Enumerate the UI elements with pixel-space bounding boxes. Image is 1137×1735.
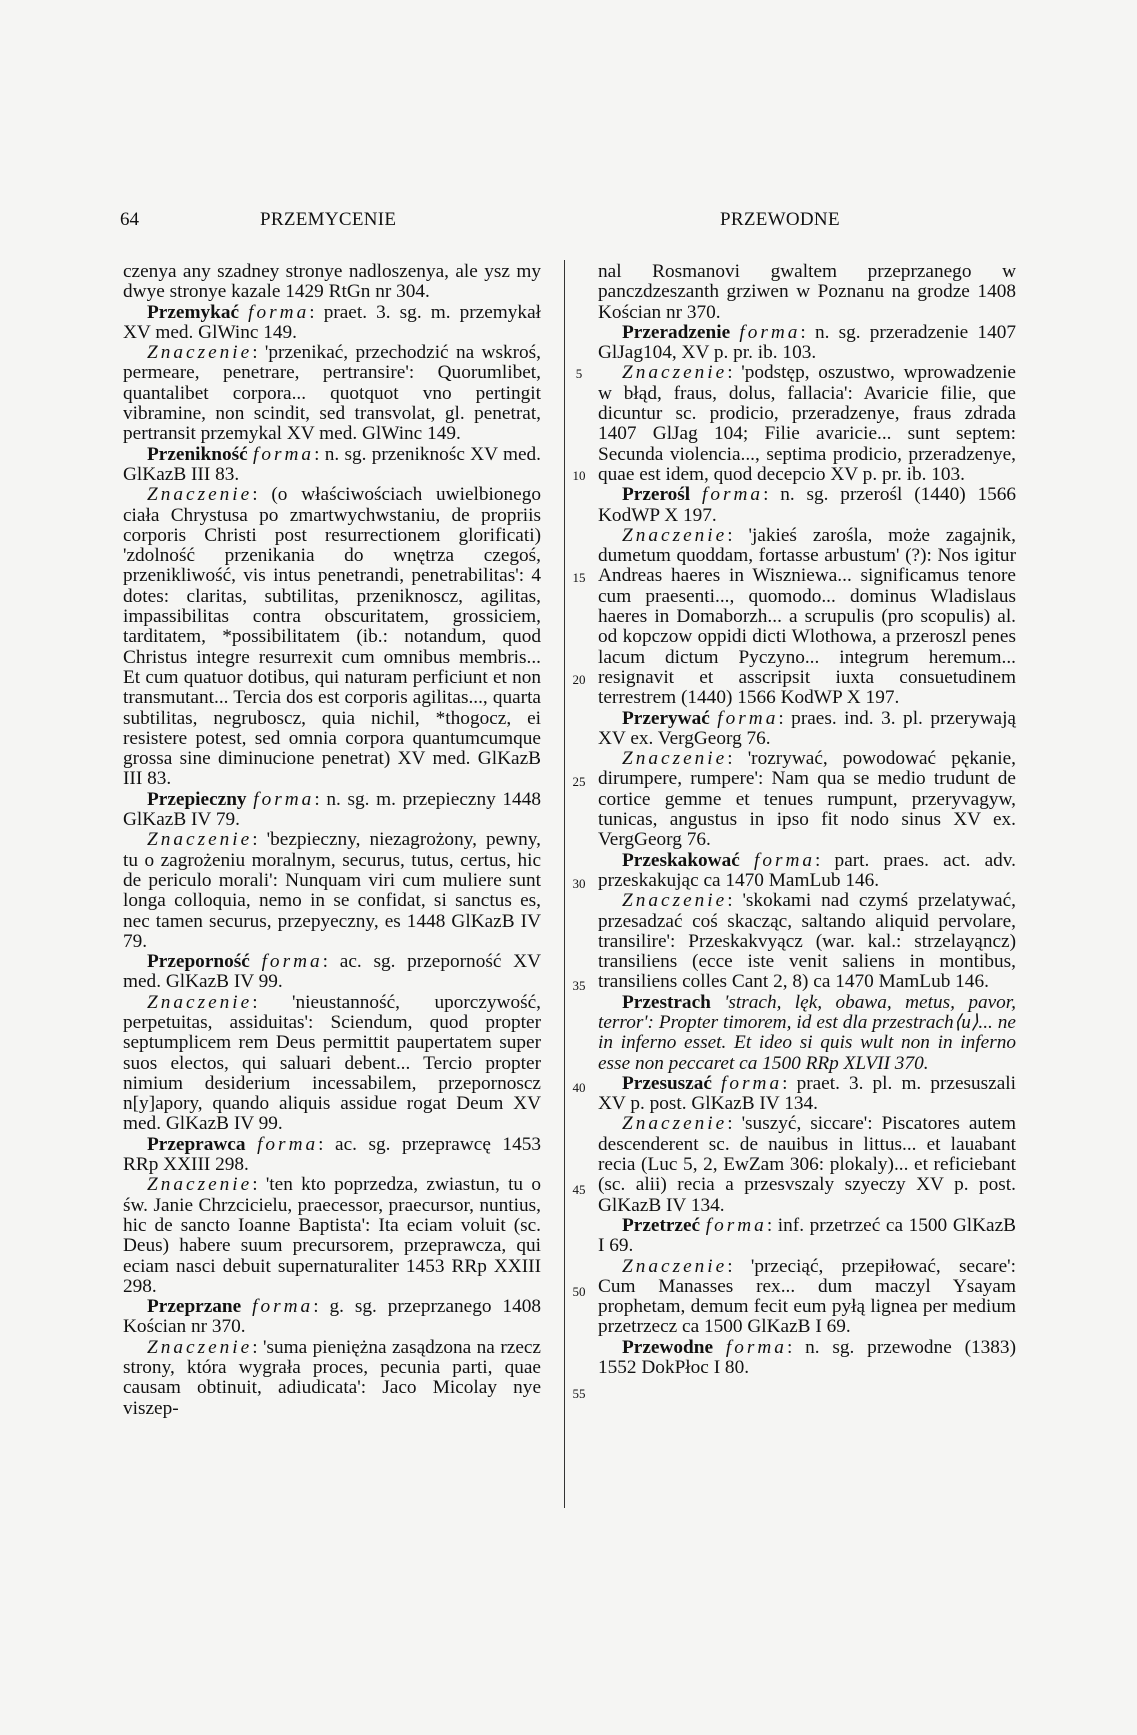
- entry-przesuszac: [598, 1074, 1016, 1115]
- line-number: 25: [572, 774, 586, 789]
- headword: Przenikność: [147, 443, 248, 465]
- znaczenie-label: Znaczenie: [622, 1255, 728, 1277]
- line-number: 55: [572, 1386, 586, 1401]
- forma-text: : inf. przetrzeć ca 1500 GlKazB I 69.: [598, 1214, 1016, 1257]
- meaning-text: : 'skokami nad czymś przelatywać, przesadzać coś skacząc, saltando aliquid pervolare, transilire': Przeskakvyącz (war. kal.: strzelayąncz) transiliens (ecce iste venit saliens in montibus, transiliens colles Cant 2, 8) ca 1470 MamLub 146.: [598, 890, 1016, 993]
- meaning-text: : 'przeciąć, przepiłować, secare': Cum Manasses rex... dum maczyl Ysayam prophetam, demum fecit eum pyłą lignea per medium przetrzecz ca 1500 GlKazB I 69.: [598, 1255, 1016, 1338]
- forma-text: : n. sg. przerośl (1440) 1566 KodWP X 197.: [598, 484, 1017, 526]
- entry-przerosl: [598, 485, 1016, 526]
- meaning-text: : 'przenikać, przechodzić na wskroś, permeare, penetrare, pertransire': Quorumlibet, quantalibet corpora... quotquot vno pertingit vibramine, non scindit, sed transvolat, gl. penetrat, pertransit przemykal XV med. GlWinc 149.: [123, 342, 541, 445]
- line-number: 10: [572, 468, 586, 483]
- forma-label: forma: [261, 951, 323, 973]
- meaning-text: : 'podstęp, oszustwo, wprowadzenie w błąd, fraus, dolus, fallacia': Avaricie filie, que dicuntur sc. prodicio, przeradzenye, fraus zdrada 1407 GlJag 104; Filie avaricie... sunt septem: Secunda violencia..., septima prodicio, przeradzenye, quae est idem, quod decepcio XV p. pr. ib. 103.: [598, 362, 1016, 485]
- forma-label: forma: [705, 1214, 767, 1236]
- meaning-text: : 'nieustanność, uporczywość, perpetuitas, assiduitas': Sciendum, quod propter septumplicem rem Deus permittit paupertatem super suos electos, qui saluari debent... Tercio propter nimium desiderium incessabilem, przepornoscz n[y]apory, quando aliquis assidue rogat Deum XV med. GlKazB IV 99.: [123, 991, 541, 1135]
- znaczenie-label: Znaczenie: [622, 524, 728, 546]
- entry-przepieczny: [123, 790, 541, 831]
- znaczenie-label: Znaczenie: [147, 1174, 253, 1196]
- entry-przeprzane: [123, 1297, 541, 1338]
- forma-label: forma: [739, 321, 801, 343]
- meaning: [598, 1257, 1016, 1338]
- znaczenie-label: Znaczenie: [622, 362, 728, 384]
- entry-przemykac: [123, 303, 541, 344]
- entry-przetrzec: [598, 1216, 1016, 1257]
- forma-text: : praet. 3. pl. m. przesuszali XV p. post. GlKazB IV 134.: [598, 1072, 1016, 1115]
- left-column: [123, 262, 541, 1419]
- forma-label: forma: [725, 1336, 787, 1358]
- headword: Przeradzenie: [622, 321, 731, 343]
- znaczenie-label: Znaczenie: [622, 1113, 728, 1135]
- forma-text: : ac. sg. przeporność XV med. GlKazB IV 99.: [123, 951, 541, 993]
- page-number: 64: [120, 209, 139, 230]
- line-number: 30: [572, 876, 586, 891]
- headword: Przestrach: [622, 991, 711, 1013]
- znaczenie-label: Znaczenie: [622, 748, 728, 770]
- meaning-text: : 'suma pieniężna zasądzona na rzecz strony, która wygrała proces, pecunia parti, quae causam obtinuit, adiudicata': Jaco Micolay nye viszep-: [123, 1336, 541, 1419]
- headword: Przerywać: [622, 707, 710, 729]
- headword: Przeprawca: [147, 1133, 246, 1155]
- continued-text: nal Rosmanovi gwaltem przeprzanego w panczdzeszanth grziwen w Poznanu na grodze 1408 Kościan nr 370.: [598, 261, 1016, 323]
- meaning: [123, 485, 541, 789]
- headword: Przerośl: [622, 484, 691, 506]
- forma-label: forma: [702, 484, 764, 506]
- entry-przepornosc: [123, 952, 541, 993]
- forma-label: forma: [248, 301, 310, 323]
- meaning-text: : 'jakieś zarośla, może zagajnik, dumetum quoddam, fortasse arbustum' (?): Nos igitur Andreas haeres in Wiszniewa... significamus tenore cum praesenti..., quomodo... dominus Wladislaus haeres in Domaborzh... a scrupulis (pro scopulis) al. od kopczow oppidi dicti Wlothowa, a przeroszl penes lacum dictum Pyczyno... integrum heremum... resignavit et asscripsit iuxta consuetudinem terrestrem (1440) 1566 KodWP X 197.: [598, 524, 1016, 709]
- znaczenie-label: Znaczenie: [147, 829, 253, 851]
- headword: Przeskakować: [622, 849, 740, 871]
- right-column: [598, 262, 1016, 1378]
- meaning: [123, 1175, 541, 1297]
- forma-label: forma: [717, 707, 779, 729]
- forma-label: forma: [252, 443, 315, 465]
- line-number: 40: [572, 1080, 586, 1095]
- znaczenie-label: Znaczenie: [147, 342, 253, 364]
- meaning-text: : 'ten kto poprzedza, zwiastun, tu o św. Janie Chrzcicielu, praecessor, praecursor, nuntius, hic de sancto Ioanne Baptista': Ita eciam voluit (sc. Deus) habere suum precursorem, przeprawcza, qui eciam nasci debuit supernaturaliter 1453 RRp XXIII 298.: [123, 1174, 541, 1297]
- entry-przeprawca: [123, 1135, 541, 1176]
- forma-text: : n. sg. przeniknośc XV med. GlKazB III 83.: [123, 443, 541, 485]
- forma-text: : n. sg. przewodne (1383) 1552 DokPłoc I 80.: [598, 1336, 1016, 1379]
- forma-text: : praet. 3. sg. m. przemykał XV med. GlWinc 149.: [123, 301, 541, 343]
- line-number: 20: [572, 672, 586, 687]
- forma-label: forma: [252, 1296, 314, 1318]
- headword: Przetrzeć: [622, 1214, 701, 1236]
- headword: Przesuszać: [622, 1072, 712, 1094]
- meaning: [123, 343, 541, 444]
- running-head-right: PRZEWODNE: [720, 209, 840, 230]
- znaczenie-label: Znaczenie: [622, 890, 728, 912]
- continued-text: czenya any szadney stronye nadloszenya, ale ysz my dwye stronye kazale 1429 RtGn nr 304.: [123, 261, 541, 303]
- forma-label: forma: [257, 1133, 319, 1155]
- line-number: 45: [572, 1182, 586, 1197]
- headword: Przepieczny: [147, 788, 247, 810]
- meaning: [123, 830, 541, 952]
- meaning: [598, 1114, 1016, 1215]
- headword: Przeporność: [147, 951, 250, 973]
- forma-text: : part. praes. act. adv. przeskakując ca 1470 MamLub 146.: [598, 849, 1016, 891]
- znaczenie-label: Znaczenie: [147, 484, 253, 506]
- running-head-left: PRZEMYCENIE: [260, 209, 397, 230]
- meaning: [123, 1338, 541, 1419]
- meaning: [598, 749, 1016, 850]
- forma-text: : g. sg. przeprzanego 1408 Kościan nr 370.: [123, 1296, 541, 1338]
- entry-przestrach: [598, 993, 1016, 1074]
- definition-text: 'strach, lęk, obawa, metus, pavor, terror': Propter timorem, id est dla przestrach⟨u⟩... ne in inferno esset. Et ideo si quis wult non in inferno esse non peccaret ca 1500 RRp XLVII 370.: [598, 991, 1016, 1074]
- meaning-text: : 'bezpieczny, niezagrożony, pewny, tu o zagrożeniu moralnym, securus, tutus, certus, hic de periculo morali': Nunquam viri cum muliere sunt longa colloquia, nemo in se confidat, si sanctus es, nec tamen securus, przepyeczny, es 1448 GlKazB IV 79.: [123, 829, 541, 952]
- headword: Przewodne: [622, 1336, 714, 1358]
- meaning: [598, 363, 1016, 485]
- entry-przeniknosc: [123, 445, 541, 486]
- meaning-text: : 'suszyć, siccare': Piscatores autem descenderent sc. de nauibus in littus... et lauabant recia (Luc 5, 2, EwZam 306: plokaly)... et reficiebant (sc. alii) recia a przesvszaly szyeczy XV p. post. GlKazB IV 134.: [598, 1113, 1016, 1216]
- forma-text: : n. sg. przeradzenie 1407 GlJag104, XV p. pr. ib. 103.: [598, 321, 1016, 364]
- line-number: 15: [572, 570, 586, 585]
- znaczenie-label: Znaczenie: [147, 991, 253, 1013]
- line-number: 50: [572, 1284, 586, 1299]
- forma-text: : praes. ind. 3. pl. przerywają XV ex. VergGeorg 76.: [598, 707, 1016, 749]
- headword: Przemykać: [147, 301, 240, 323]
- forma-text: : n. sg. m. przepieczny 1448 GlKazB IV 79.: [123, 788, 541, 831]
- line-number: 35: [572, 978, 586, 993]
- headword: Przeprzane: [147, 1296, 242, 1318]
- meaning-text: : 'rozrywać, powodować pękanie, dirumpere, rumpere': Nam qua se medio trudunt de cortice gemme et tenues rumpunt, przeryvagyw, tunicas, angustus in ipso fit nodo sinus XV ex. VergGeorg 76.: [598, 748, 1016, 851]
- forma-text: : ac. sg. przeprawcę 1453 RRp XXIII 298.: [123, 1133, 541, 1176]
- znaczenie-label: Znaczenie: [147, 1336, 253, 1358]
- entry-przewodne: [598, 1338, 1016, 1379]
- meaning-text: : (o właściwościach uwielbionego ciała Chrystusa po zmartwychwstaniu, de propriis corporis Christi post resurrectionem glorificati) 'zdolność przenikania do wnętrza czegoś, przenikliwość, vis intus penetrandi, penetrabilitas': 4 dotes: claritas, subtilitas, przeniknoscz, agilitas, impassibilitas contra obscuritatem, grossiciem, tarditatem, *possibilitatem (ib.: notandum, quod Christus integre resurrexit cum omnibus membris... Et cum quatuor dotibus, qui naturam perficiunt et non transmutant... Tercia dos est corporis agilitas..., quarta subtilitas, negruboscz, quia nichil, *thogocz, ei resistere potest, sed omnia corpora quantumcumque grossa sine diminucione penetrat) XV med. GlKazB III 83.: [123, 484, 541, 790]
- line-number: 5: [575, 366, 583, 381]
- forma-label: forma: [753, 849, 816, 871]
- meaning: [598, 891, 1016, 992]
- entry-przerywac: [598, 709, 1016, 750]
- forma-label: forma: [253, 788, 315, 810]
- meaning: [123, 993, 541, 1135]
- entry-przeradzenie: [598, 323, 1016, 364]
- forma-label: forma: [721, 1072, 783, 1094]
- column-divider: [564, 260, 565, 1508]
- entry-przeskakowac: [598, 851, 1016, 892]
- meaning: [598, 526, 1016, 709]
